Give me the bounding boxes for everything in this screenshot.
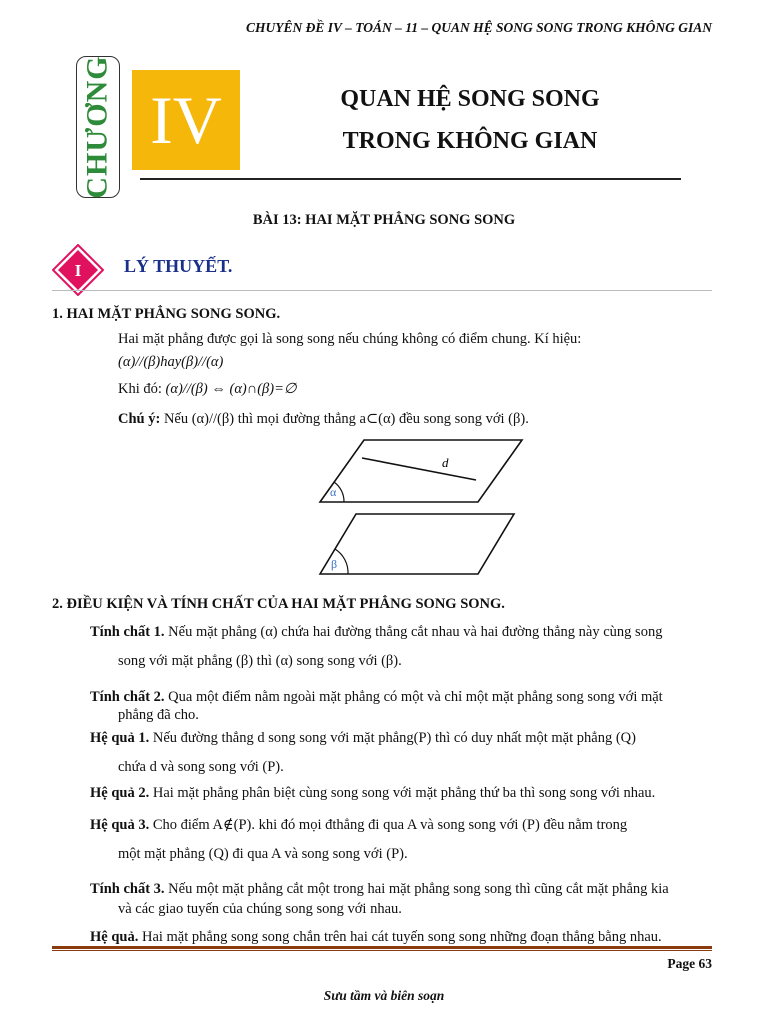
property3-line1 xyxy=(90,880,669,898)
property3-line2: và các giao tuyến của chúng song song với nhau. xyxy=(118,901,402,917)
corollary1-line2: chứa d và song song với (P). xyxy=(118,759,284,775)
chapter-number-box xyxy=(132,70,240,170)
chapter-label xyxy=(76,56,120,198)
lesson-title: BÀI 13: HAI MẶT PHẲNG SONG SONG xyxy=(252,212,516,228)
note-text: Nếu (α)//(β) thì mọi đường thẳng a⊂(α) đều song song với (β). xyxy=(163,411,529,427)
footer-rule-thick xyxy=(52,946,712,949)
section-badge-number: I xyxy=(74,261,82,280)
corollary2-text1: Hai mặt phẳng phân biệt cùng song song với mặt phẳng thứ ba thì song song với nhau. xyxy=(152,785,656,801)
corollary-label: Hệ quả. xyxy=(90,929,139,945)
footer-rule-thin xyxy=(52,950,712,951)
footer-credit: Sưu tầm và biên soạn xyxy=(323,988,445,1003)
property1-label: Tính chất 1. xyxy=(90,624,165,640)
part1-heading: 1. HAI MẶT PHẲNG SONG SONG. xyxy=(52,306,281,322)
corollary2-line1 xyxy=(90,784,655,802)
property1-text1: Nếu mặt phẳng (α) chứa hai đường thẳng cắt nhau và hai đường thẳng này cùng song xyxy=(168,624,663,640)
part1-note xyxy=(118,410,529,428)
corollary1-line1 xyxy=(90,729,636,747)
khi-do-formula: (α)//(β) ⇔ (α)∩(β)=∅ xyxy=(165,381,297,397)
part1-khi-do xyxy=(118,380,297,398)
corollary3-line2: một mặt phẳng (Q) đi qua A và song song với (P). xyxy=(118,846,408,862)
part2-heading: 2. ĐIỀU KIỆN VÀ TÍNH CHẤT CỦA HAI MẶT PHẲNG SONG SONG. xyxy=(52,596,505,612)
property1-line2: song với mặt phẳng (β) thì (α) song song với (β). xyxy=(118,653,402,669)
khi-do-label: Khi đó: xyxy=(118,381,162,397)
property2-line2: phẳng đã cho. xyxy=(118,707,199,723)
line-d xyxy=(362,458,476,480)
running-header: CHUYÊN ĐỀ IV – TOÁN – 11 – QUAN HỆ SONG SONG TRONG KHÔNG GIAN xyxy=(245,20,712,35)
plane-alpha-label: α xyxy=(330,485,337,499)
part1-definition: Hai mặt phẳng được gọi là song song nếu chúng không có điểm chung. Kí hiệu: xyxy=(118,331,582,347)
chapter-label-text: CHƯƠNG xyxy=(81,55,114,199)
property2-text1: Qua một điểm nằm ngoài mặt phẳng có một và chỉ một mặt phẳng song song với mặt xyxy=(168,689,663,705)
property3-text1: Nếu một mặt phẳng cắt một trong hai mặt phẳng song song thì cũng cắt mặt phẳng kia xyxy=(168,881,669,897)
corollary-line1 xyxy=(90,928,662,946)
page-number: Page 63 xyxy=(667,956,712,971)
plane-beta xyxy=(320,514,514,574)
property2-line1 xyxy=(90,688,663,706)
property2-label: Tính chất 2. xyxy=(90,689,165,705)
corollary3-label: Hệ quả 3. xyxy=(90,817,150,833)
corollary3-line1 xyxy=(90,816,627,834)
corollary1-label: Hệ quả 1. xyxy=(90,730,150,746)
corollary2-label: Hệ quả 2. xyxy=(90,785,150,801)
plane-beta-label: β xyxy=(331,557,338,571)
section-rule xyxy=(52,290,712,291)
title-underline xyxy=(140,178,681,180)
part1-symbol: (α)//(β)hay(β)//(α) xyxy=(118,354,224,370)
parallel-planes-figure xyxy=(300,432,540,582)
line-d-label: d xyxy=(442,455,449,470)
property1-line1 xyxy=(90,623,662,641)
chapter-title-line2: TRONG KHÔNG GIAN xyxy=(342,128,598,154)
section-badge-diamond-icon xyxy=(52,244,104,296)
section-title: LÝ THUYẾT. xyxy=(124,256,233,276)
plane-alpha xyxy=(320,440,522,502)
chapter-title-line1: QUAN HỆ SONG SONG xyxy=(340,86,600,112)
corollary1-text1: Nếu đường thẳng d song song với mặt phẳng(P) thì có duy nhất một mặt phẳng (Q) xyxy=(152,730,636,746)
corollary-text1: Hai mặt phẳng song song chắn trên hai cát tuyến song song những đoạn thẳng bằng nhau. xyxy=(141,929,662,945)
note-label: Chú ý: xyxy=(118,411,161,427)
property3-label: Tính chất 3. xyxy=(90,881,165,897)
chapter-number: IV xyxy=(150,82,222,158)
section-badge xyxy=(52,244,104,296)
corollary3-text1: Cho điểm A∉(P). khi đó mọi đthẳng đi qua A và song song với (P) đều nằm trong xyxy=(152,817,628,833)
